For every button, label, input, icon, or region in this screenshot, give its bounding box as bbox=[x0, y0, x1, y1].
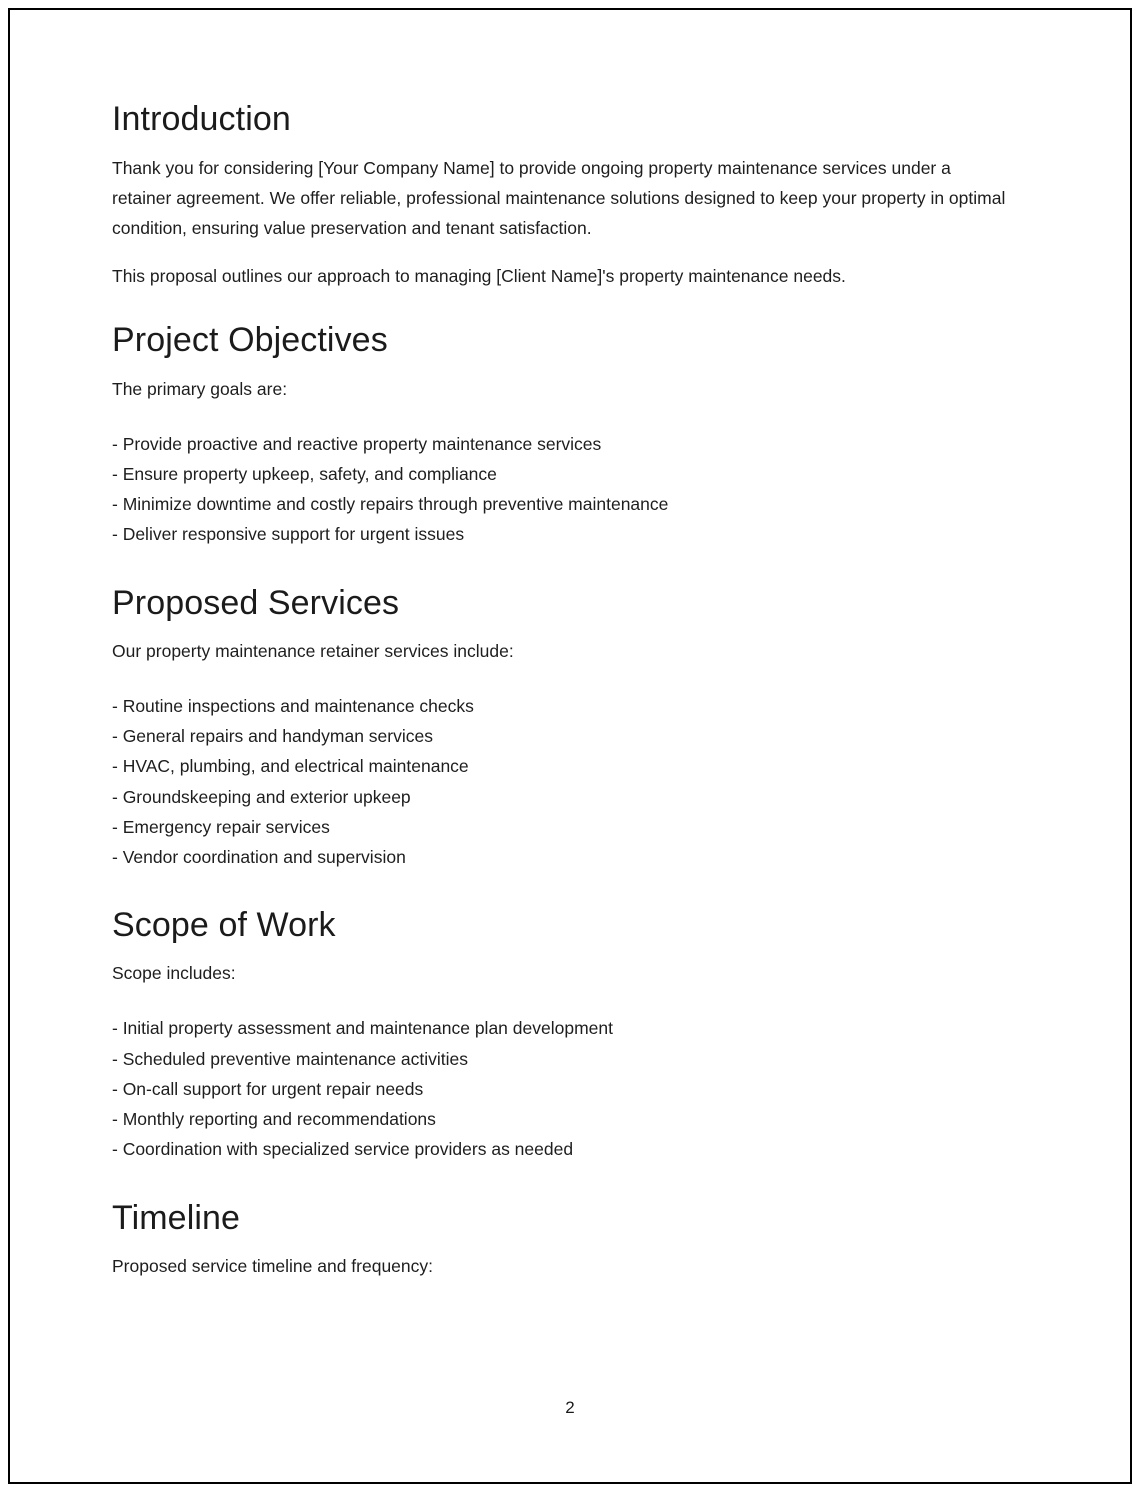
page-number: 2 bbox=[565, 1398, 575, 1417]
list-item: - On-call support for urgent repair needs bbox=[112, 1078, 424, 1099]
list-item: - Routine inspections and maintenance checks bbox=[112, 695, 474, 716]
document-content bbox=[112, 100, 1012, 1314]
section-heading: Project Objectives bbox=[112, 321, 388, 360]
section-heading: Introduction bbox=[112, 100, 291, 138]
list-item: - Vendor coordination and supervision bbox=[112, 847, 406, 868]
section-project-objectives bbox=[112, 321, 1012, 549]
section-introduction bbox=[112, 100, 1012, 291]
list-item: - Minimize downtime and costly repairs through preventive maintenance bbox=[112, 494, 669, 515]
section-scope-of-work bbox=[112, 906, 1012, 1164]
list-item: - Coordination with specialized service providers as needed bbox=[112, 1139, 574, 1160]
section-proposed-services bbox=[112, 584, 1012, 873]
section-lead: The primary goals are: bbox=[112, 378, 288, 399]
section-heading: Scope of Work bbox=[112, 906, 336, 945]
section-heading: Timeline bbox=[112, 1198, 241, 1237]
section-lead: Our property maintenance retainer services include: bbox=[112, 640, 514, 661]
list-item: - Emergency repair services bbox=[112, 816, 330, 837]
list-item: - Monthly reporting and recommendations bbox=[112, 1109, 436, 1130]
section-lead: Proposed service timeline and frequency: bbox=[112, 1255, 434, 1276]
list-item: - Provide proactive and reactive property maintenance services bbox=[112, 433, 602, 454]
list-item: - Scheduled preventive maintenance activities bbox=[112, 1048, 469, 1069]
section-timeline bbox=[112, 1199, 1012, 1280]
bullet-list bbox=[112, 429, 1012, 550]
list-item: - General repairs and handyman services bbox=[112, 725, 433, 746]
list-item: - Deliver responsive support for urgent issues bbox=[112, 524, 465, 545]
list-item: - Initial property assessment and maintenance plan development bbox=[112, 1018, 613, 1039]
paragraph: Thank you for considering [Your Company Name] to provide ongoing property maintenance services under a retainer agreement. We offer reliable, professional maintenance solutions designed to keep your property in optimal condition, ensuring value preservation and tenant satisfaction. bbox=[112, 158, 1006, 239]
section-lead: Scope includes: bbox=[112, 963, 236, 984]
section-heading: Proposed Services bbox=[112, 583, 400, 622]
bullet-list bbox=[112, 1013, 1012, 1164]
paragraph: This proposal outlines our approach to managing [Client Name]'s property maintenance needs. bbox=[112, 266, 846, 287]
list-item: - HVAC, plumbing, and electrical maintenance bbox=[112, 756, 469, 777]
bullet-list bbox=[112, 691, 1012, 873]
list-item: - Groundskeeping and exterior upkeep bbox=[112, 786, 411, 807]
list-item: - Ensure property upkeep, safety, and compliance bbox=[112, 463, 497, 484]
